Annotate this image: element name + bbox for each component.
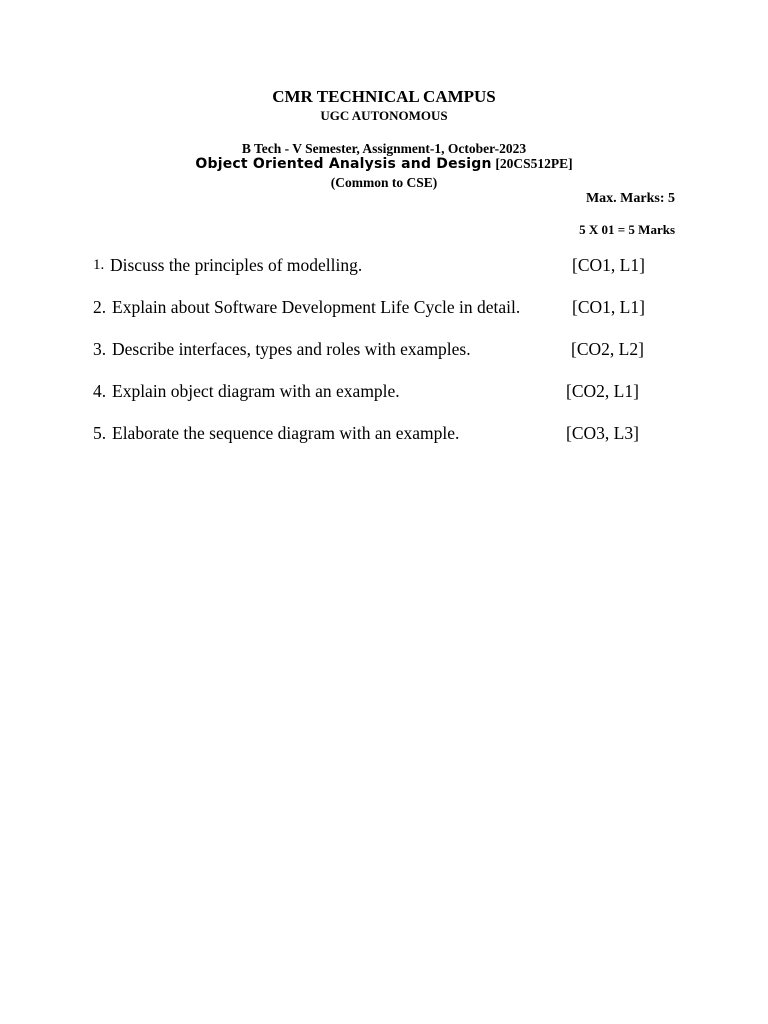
question-item: [93, 381, 693, 405]
question-text: Describe interfaces, types and roles with examples.: [112, 339, 471, 359]
marks-scheme: 5 X 01 = 5 Marks: [579, 222, 675, 237]
subject-line: [0, 156, 768, 173]
question-number: 5.: [93, 423, 107, 443]
question-co-level: [CO1, L1]: [572, 255, 645, 275]
question-item: [93, 423, 693, 447]
semester-line: B Tech - V Semester, Assignment-1, October-2023: [241, 141, 527, 156]
question-item: [93, 297, 693, 321]
common-to: (Common to CSE): [330, 175, 438, 190]
question-text: Elaborate the sequence diagram with an example.: [112, 423, 460, 443]
question-co-level: [CO2, L2]: [571, 339, 644, 359]
question-text: Explain object diagram with an example.: [112, 381, 400, 401]
max-marks: Max. Marks: 5: [585, 191, 675, 206]
question-co-level: [CO2, L1]: [566, 381, 639, 401]
question-number: 2.: [93, 297, 107, 317]
question-text: Explain about Software Development Life Cycle in detail.: [112, 297, 521, 317]
college-name: CMR TECHNICAL CAMPUS: [272, 87, 496, 106]
subject-name: Object Oriented Analysis and Design: [195, 156, 492, 172]
autonomous-status: UGC AUTONOMOUS: [320, 108, 448, 123]
question-text: Discuss the principles of modelling.: [110, 255, 363, 275]
question-co-level: [CO1, L1]: [572, 297, 645, 317]
question-item: [93, 255, 693, 279]
question-item: [93, 339, 693, 363]
subject-code: [20CS512PE]: [495, 156, 573, 171]
question-number: 4.: [93, 381, 107, 401]
question-number: 3.: [93, 339, 107, 359]
question-number: 1.: [93, 257, 105, 273]
question-co-level: [CO3, L3]: [566, 423, 639, 443]
